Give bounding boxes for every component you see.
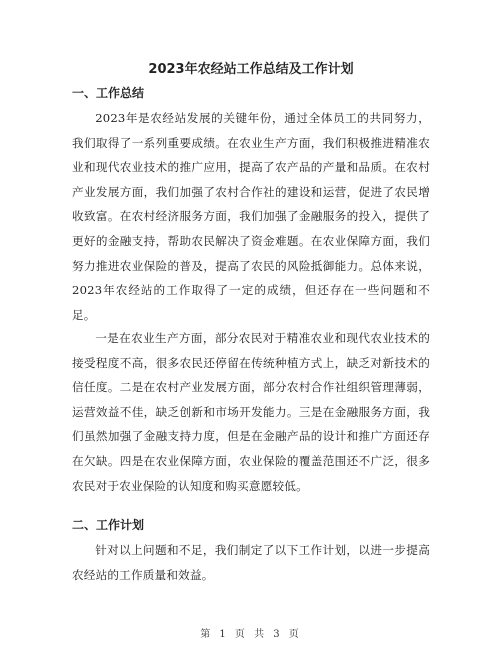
paragraph-summary-problems: 一是在农业生产方面，部分农民对于精准农业和现代农业技术的接受程度不高，很多农民还停留在传统种植方式上，缺乏对新技术的信任度。二是在农村产业发展方面，部分农村合作社组织管理薄弱，运营效益不佳，缺乏创新和市场开发能力。三是在金融服务方面，我们虽然加强了金融支持力度，但是在金融产品的设计和推广方面还存在欠缺。四是在农业保障方面，农业保险的覆盖范围还不广泛，很多农民对于农业保险的认知度和购买意愿较低。 xyxy=(72,331,430,493)
paragraph-summary-overview: 2023年是农经站发展的关键年份，通过全体员工的共同努力，我们取得了一系列重要成绩。在农业生产方面，我们积极推进精准农业和现代农业技术的推广应用，提高了农产品的产量和品质。在农村产业发展方面，我们加强了农村合作社的建设和运营，促进了农民增收致富。在农村经济服务方面，我们加强了金融服务的投入，提供了更好的金融支持，帮助农民解决了资金难题。在农业保障方面，我们努力推进农业保险的普及，提高了农民的风险抵御能力。总体来说，2023年农经站的工作取得了一定的成绩，但还存在一些问题和不足。 xyxy=(72,111,430,322)
section-heading-summary: 一、工作总结 xyxy=(72,86,145,100)
section-heading-plan: 二、工作计划 xyxy=(72,518,145,532)
paragraph-plan-intro: 针对以上问题和不足，我们制定了以下工作计划，以进一步提高农经站的工作质量和效益。 xyxy=(72,543,430,582)
page-footer: 第 1 页 共 3 页 xyxy=(200,629,302,640)
document-title: 2023年农经站工作总结及工作计划 xyxy=(148,62,354,77)
